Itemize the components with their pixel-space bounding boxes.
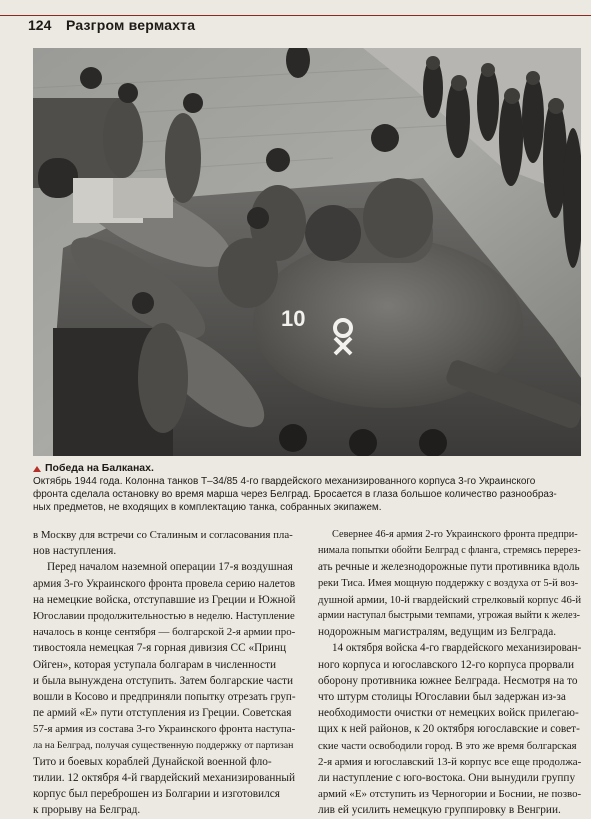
body-text-line: началось в конце сентября — болгарской 2-я армии про- [33,626,296,639]
body-text-line: армий «Е» отступить из Черногории и Боснии, не позво- [318,788,581,801]
body-text-line: пе армий «Е» пути отступления из Греции. Советская [33,707,292,720]
body-text-line: ла на Белград, получая существенную поддержку от партизан [33,739,294,751]
page-header [0,0,591,40]
caption-title: Победа на Балканах. [45,462,154,474]
body-text-line: тилии. 12 октября 4-й гвардейский механизированный [33,772,296,785]
body-text-line: и была вынуждена отступить. Затем болгарские части [33,674,294,687]
body-text-line: ать речные и железнодорожные пути противника вдоль [318,561,580,574]
running-title: Разгром вермахта [66,17,196,33]
body-text-line: ские части освободили город. В это же время болгарская [318,739,577,752]
page-number: 124 [28,17,52,33]
body-text-line: 14 октября войска 4-го гвардейского механизирован- [332,642,581,655]
body-text-line: Севернее 46-я армия 2-го Украинского фронта предпри- [332,529,578,540]
body-text-line: реки Тиса. Имея мощную поддержку с воздуха от 5-й воз- [318,577,579,589]
body-text-line: к прорыву на Белград. [33,804,141,817]
caption-marker-icon [33,466,41,472]
body-text-line: нимала попытки обойти Белград с фланга, стремясь перерез- [318,545,581,557]
body-text-line: Ойген», которая уступала болгарам в численности [33,658,277,671]
body-text-line: на немецкие войска, отступавшие из Греции и Южной [33,593,296,606]
body-text-line: нов наступления. [33,545,117,558]
body-text-line: ли наступление с юго-востока. Они вынудили группу [318,772,576,785]
left-text-column [33,527,296,819]
body-text-line: тивостояла немецкая 7-я горная дивизия СС «Принц [33,642,287,655]
body-text-line: 2-я армия и югославский 13-й корпус все еще продолжа- [318,755,581,768]
body-text-line: нодорожным магистралям, ведущим из Белграда. [318,626,557,639]
right-text-column [318,527,581,819]
body-text-line: в Москву для встречи со Сталиным и согласования пла- [33,529,293,541]
body-text-line: щих к ней районов, к 20 октября югославские и совет- [318,723,580,736]
body-text-line: Тито и боевых кораблей Дунайской военной фло- [33,755,272,768]
tank-photo-illustration [33,48,581,456]
body-text-line: армия 3-го Украинского фронта провела серию налетов [33,577,296,590]
body-text-line: оборону противника южнее Белграда. Несмотря на то [318,674,578,687]
body-text-line: 57-я армия из состава 3-го Украинского фронта наступа- [33,723,296,736]
caption-line: фронта сделала остановку во время марша через Белград. Бросается в глаза большое количество разнообраз- [33,489,557,500]
tank-number-label: 10 [281,306,306,331]
body-text-line: армии наступал быстрыми темпами, угрожая выйти к желез- [318,610,581,622]
body-text-line: ного корпуса и югославского 12-го корпуса прорвали [318,658,575,671]
body-text-line: Югославии продолжительностью в неделю. Наступление [33,610,295,623]
body-text-line: Перед началом наземной операции 17-я воздушная [47,561,293,574]
caption-line: Октябрь 1944 года. Колонна танков Т–34/85 4-го гвардейского механизированного корпуса 3-го Украинского [33,476,536,487]
caption-line: ных предметов, не входящих в комплектацию танка, собранных экипажем. [33,502,382,513]
caption-title-row [33,462,581,475]
body-text-line: лив ей усилить немецкую группировку в Венгрии. [318,804,561,817]
body-text-line: корпус был переброшен из Болгарии и изготовился [33,788,280,801]
body-text-line: вошли в Косово и предприняли попытку отрезать груп- [33,691,296,704]
body-text-line: душной армии, 10-й гвардейский стрелковый корпус 46-й [318,593,581,606]
body-text-line: необходимости очистки от немецких войск прилегаю- [318,707,579,720]
photo-caption [33,462,581,514]
tank-photo [33,48,581,456]
body-text-line: что штурм столицы Югославии был задержан из-за [318,691,566,704]
